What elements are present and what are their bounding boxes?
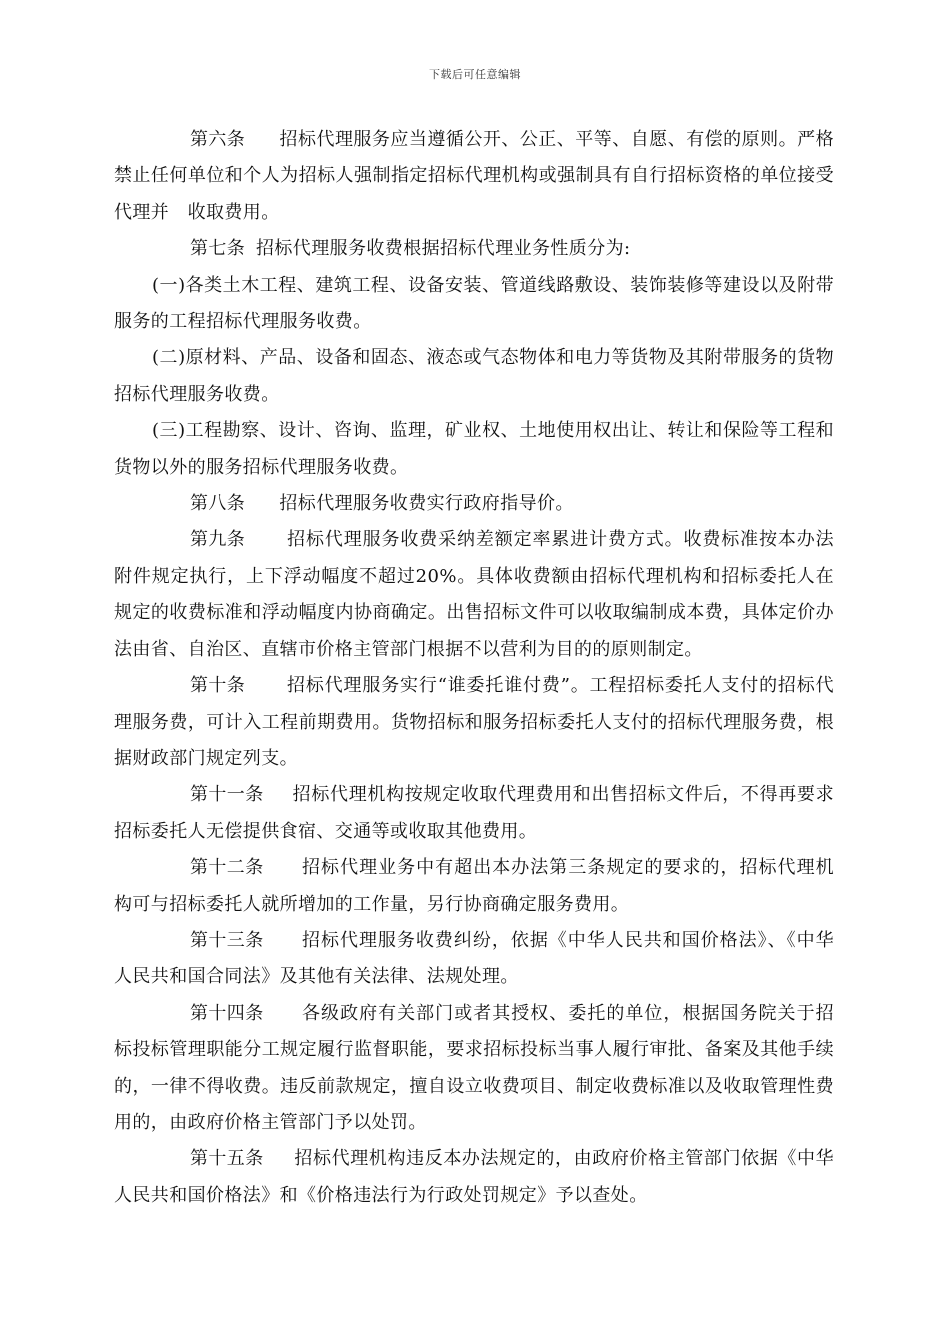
article-label: 第十五条 [190, 1148, 264, 1170]
article-6 [114, 122, 834, 231]
article-7-item-3 [114, 413, 834, 486]
article-9 [114, 522, 834, 668]
article-text: 招标代理业务中有超出本办法第三条规定的要求的，招标代理机构可与招标委托人就所增加的工作量，另行协商确定服务费用。 [114, 857, 834, 915]
article-text: 招标代理服务收费根据招标代理业务性质分为: [256, 238, 631, 260]
article-text: 招标代理服务收费实行政府指导价。 [279, 493, 574, 515]
article-10 [114, 668, 834, 777]
article-15 [114, 1141, 834, 1214]
item-text: (一)各类土木工程、建筑工程、设备安装、管道线路敷设、装饰装修等建设以及附带服务的工程招标代理服务收费。 [114, 274, 834, 333]
item-text: (三)工程勘察、设计、咨询、监理，矿业权、土地使用权出让、转让和保险等工程和货物以外的服务招标代理服务收费。 [114, 420, 834, 478]
article-11 [114, 777, 834, 850]
article-label: 第十三条 [190, 929, 264, 951]
article-14 [114, 996, 834, 1142]
article-13 [114, 923, 834, 996]
article-7-item-1 [114, 268, 834, 341]
article-text: 各级政府有关部门或者其授权、委托的单位，根据国务院关于招标投标管理职能分工规定履行监督职能，要求招标投标当事人履行审批、备案及其他手续的，一律不得收费。违反前款规定，擅自设立收费项目、制定收费标准以及收取管理性费用的，由政府价格主管部门予以处罚。 [114, 1002, 834, 1133]
article-label: 第十条 [190, 675, 246, 697]
item-text: (二)原材料、产品、设备和固态、液态或气态物体和电力等货物及其附带服务的货物招标代理服务收费。 [114, 347, 834, 405]
article-label: 第六条 [190, 129, 246, 150]
article-label: 第十四条 [190, 1002, 264, 1024]
page-header: 下载后可任意编辑 [429, 68, 521, 81]
article-label: 第七条 [190, 238, 246, 260]
article-label: 第十二条 [190, 857, 264, 879]
document-body [114, 122, 834, 1214]
article-label: 第九条 [190, 529, 246, 551]
article-text: 招标代理服务收费纠纷，依据《中华人民共和国价格法》、《中华人民共和国合同法》及其他有关法律、法规处理。 [114, 929, 834, 988]
article-text: 招标代理服务实行“谁委托谁付费”。工程招标委托人支付的招标代理服务费，可计入工程前期费用。货物招标和服务招标委托人支付的招标代理服务费，根据财政部门规定列支。 [114, 675, 834, 769]
article-7-item-2 [114, 340, 834, 413]
article-label: 第八条 [190, 493, 246, 515]
article-text: 招标代理机构违反本办法规定的，由政府价格主管部门依据《中华人民共和国价格法》和《价格违法行为行政处罚规定》予以查处。 [114, 1148, 834, 1206]
article-text: 招标代理服务收费采纳差额定率累进计费方式。收费标准按本办法附件规定执行，上下浮动幅度不超过20%。具体收费额由招标代理机构和招标委托人在规定的收费标准和浮动幅度内协商确定。出售招标文件可以收取编制成本费，具体定价办法由省、自治区、直辖市价格主管部门根据不以营利为目的的原则制定。 [114, 529, 834, 660]
article-text: 招标代理机构按规定收取代理费用和出售招标文件后，不得再要求招标委托人无偿提供食宿、交通等或收取其他费用。 [114, 784, 834, 842]
article-label: 第十一条 [190, 784, 264, 806]
article-7 [114, 231, 834, 267]
article-8 [114, 486, 834, 522]
article-text: 招标代理服务应当遵循公开、公正、平等、自愿、有偿的原则。严格禁止任何单位和个人为招标人强制指定招标代理机构或强制具有自行招标资格的单位接受代理并 收取费用。 [114, 129, 834, 223]
article-12 [114, 850, 834, 923]
